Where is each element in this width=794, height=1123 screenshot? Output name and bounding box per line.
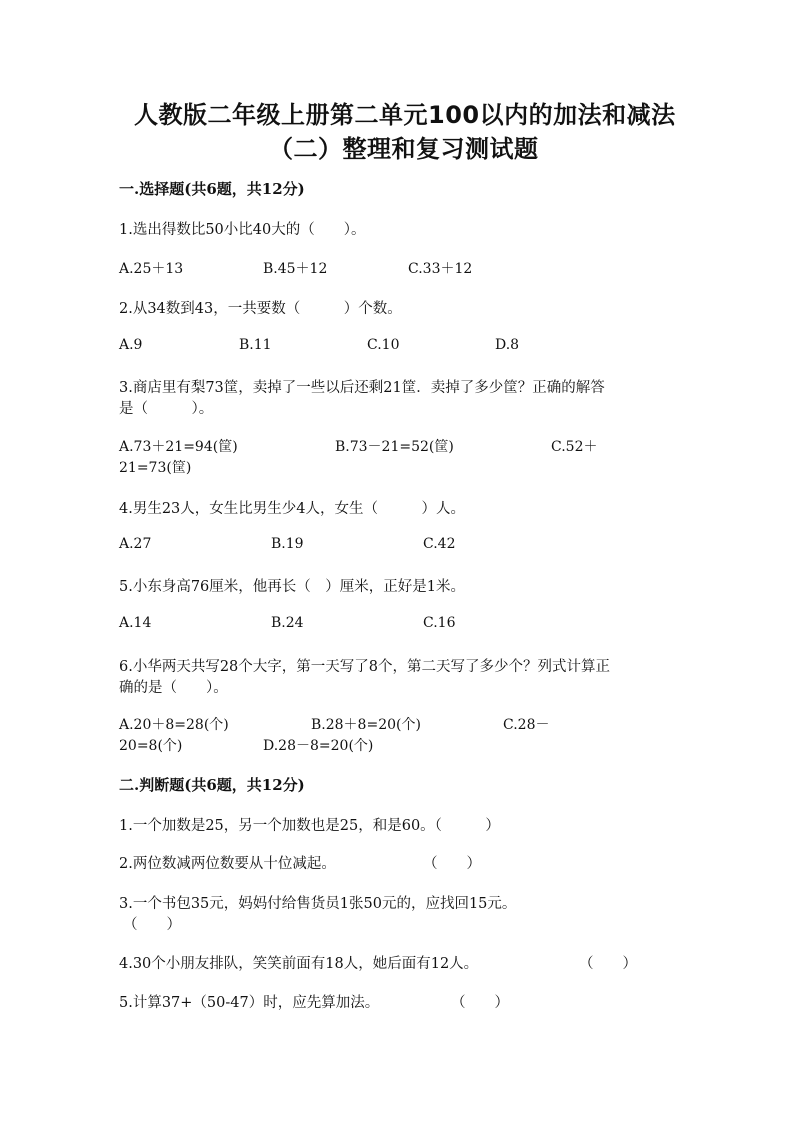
option-3c: C.52＋ [551,439,598,455]
section-heading-judge: 二.判断题(共6题，共12分) [119,776,305,794]
question-6-line2: 确的是（ ）。 [119,680,228,696]
judge-item-1: 1.一个加数是25，另一个加数也是25，和是60。（ ） [119,818,500,834]
option-3b: B.73－21=52(筐) [335,439,454,455]
judge-item-5: 5.计算37+（50-47）时，应先算加法。 [119,995,380,1011]
option-6c: C.28－ [503,717,550,733]
option-2b: B.11 [239,337,272,353]
page-subtitle: （二）整理和复习测试题 [269,135,539,163]
judge-item-4: 4.30个小朋友排队，笑笑前面有18人，她后面有12人。 [119,956,479,972]
judge-item-2-blank: （ ） [423,856,481,872]
question-1: 1.选出得数比50小比40大的（ ）。 [119,222,366,238]
page-title: 人教版二年级上册第二单元100以内的加法和减法 [134,101,676,129]
question-3-line1: 3.商店里有梨73筐，卖掉了一些以后还剩21筐．卖掉了多少筐？正确的解答 [119,380,605,396]
option-2a: A.9 [119,337,143,353]
option-2c: C.10 [367,337,400,353]
judge-item-3: 3.一个书包35元，妈妈付给售货员1张50元的，应找回15元。 [119,896,517,912]
option-3c-cont: 21=73(筐) [119,460,192,476]
option-6d: D.28－8=20(个) [263,738,374,754]
question-5: 5.小东身高76厘米，他再长（ ）厘米，正好是1米。 [119,579,466,595]
option-1a: A.25＋13 [119,261,184,277]
option-4c: C.42 [423,536,456,552]
question-2: 2.从34数到43，一共要数（ ）个数。 [119,301,402,317]
judge-item-3-blank: （ ） [123,917,181,933]
option-3a: A.73＋21=94(筐) [119,439,238,455]
judge-item-2: 2.两位数减两位数要从十位减起。 [119,856,336,872]
option-5c: C.16 [423,615,456,631]
option-1c: C.33＋12 [408,261,473,277]
option-5a: A.14 [119,615,152,631]
option-1b: B.45＋12 [263,261,328,277]
option-4b: B.19 [271,536,304,552]
option-6b: B.28＋8=20(个) [311,717,421,733]
option-2d: D.8 [495,337,520,353]
option-6a: A.20＋8=28(个) [119,717,229,733]
option-6c-cont: 20=8(个) [119,738,183,754]
section-heading-choice: 一.选择题(共6题，共12分) [119,180,305,198]
judge-item-5-blank: （ ） [451,995,509,1011]
option-5b: B.24 [271,615,304,631]
question-4: 4.男生23人，女生比男生少4人，女生（ ）人。 [119,501,466,517]
question-3-line2: 是（ ）。 [119,401,214,417]
judge-item-4-blank: （ ） [579,956,637,972]
option-4a: A.27 [119,536,152,552]
question-6-line1: 6.小华两天共写28个大字，第一天写了8个，第二天写了多少个？列式计算正 [119,659,611,675]
